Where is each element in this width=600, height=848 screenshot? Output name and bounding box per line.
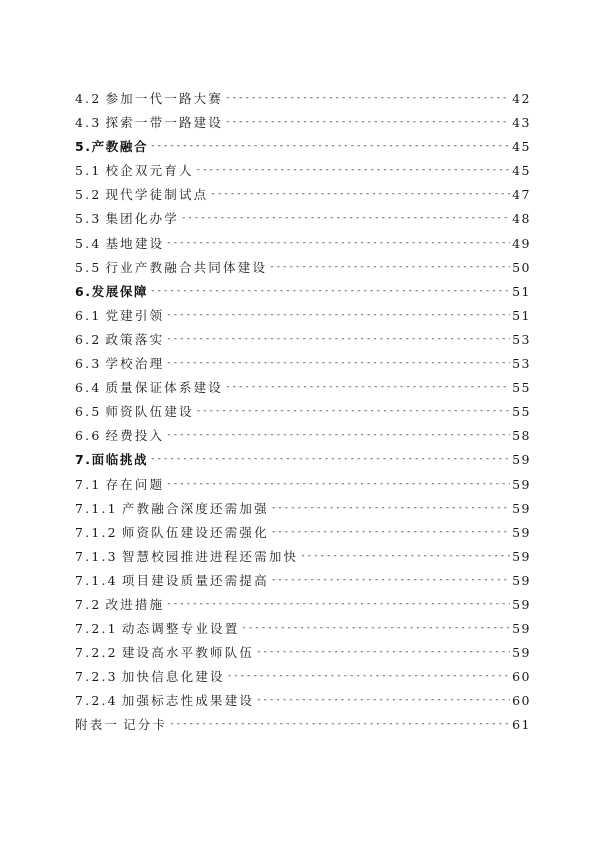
toc-entry-page-number: 59 [512,621,531,637]
toc-entry[interactable] [75,378,531,402]
toc-entry-page-number: 43 [512,115,531,131]
toc-entry-page-number: 47 [512,187,531,203]
toc-entry-title: 智慧校园推进进程还需加快 [121,548,299,564]
toc-entry-title: 集团化办学 [105,211,179,227]
toc-entry-number: 7.2.2 [75,645,118,661]
toc-entry-number: 7.2.4 [75,693,118,709]
toc-dot-leader [225,117,510,127]
toc-dot-leader [166,238,510,248]
toc-entry-page-number: 59 [512,548,531,564]
toc-entry-number: 7.1.1 [75,500,118,516]
toc-entry-title: 校企双元育人 [105,163,194,179]
toc-entry-number: 附表一 [75,717,120,733]
toc-entry[interactable] [75,523,531,547]
toc-dot-leader [150,286,510,296]
toc-entry-number: 7.1 [75,476,102,492]
toc-entry[interactable] [75,185,531,209]
toc-entry[interactable] [75,137,531,161]
toc-entry[interactable] [75,402,531,426]
toc-entry[interactable] [75,691,531,715]
toc-entry-number: 5.4 [75,235,102,251]
toc-entry-number: 6. [75,283,92,299]
toc-entry-number: 5.3 [75,211,102,227]
toc-entry-number: 5.1 [75,163,102,179]
toc-entry-title: 基地建设 [105,235,165,251]
toc-entry-title: 记分卡 [123,717,168,733]
toc-entry[interactable] [75,715,531,739]
toc-entry[interactable] [75,475,531,499]
toc-entry[interactable] [75,161,531,185]
toc-entry-page-number: 55 [512,380,531,396]
toc-entry-number: 5. [75,139,92,155]
toc-entry-number: 6.3 [75,356,102,372]
toc-entry[interactable] [75,499,531,523]
toc-entry[interactable] [75,89,531,113]
toc-entry-number: 6.2 [75,331,102,347]
toc-entry-number: 6.6 [75,428,102,444]
toc-entry[interactable] [75,330,531,354]
toc-dot-leader [225,93,510,103]
toc-entry-number: 4.3 [75,115,102,131]
toc-entry-number: 7.1.2 [75,524,118,540]
toc-entry-title: 党建引领 [105,307,165,323]
toc-entry-page-number: 53 [512,356,531,372]
toc-entry-page-number: 60 [512,693,531,709]
toc-entry-number: 4.2 [75,91,102,106]
toc-entry-title: 加强标志性成果建设 [121,693,255,709]
toc-entry-page-number: 61 [512,717,531,733]
toc-dot-leader [169,719,510,729]
toc-entry-page-number: 51 [512,283,531,299]
toc-entry-page-number: 42 [512,91,531,106]
toc-dot-leader [271,575,510,585]
toc-entry-number: 7.2 [75,596,102,612]
toc-entry-number: 7.1.4 [75,572,118,588]
toc-entry-page-number: 48 [512,211,531,227]
toc-dot-leader [271,527,510,537]
toc-entry-number: 6.5 [75,404,102,420]
toc-entry[interactable] [75,571,531,595]
toc-entry-number: 7. [75,452,92,468]
toc-entry-title: 动态调整专业设置 [121,621,240,637]
toc-dot-leader [166,334,510,344]
toc-dot-leader [210,189,510,199]
toc-entry-number: 5.2 [75,187,102,203]
toc-entry-title: 参加一代一路大赛 [105,91,224,106]
toc-entry-title: 建设高水平教师队伍 [121,645,255,661]
toc-entry[interactable] [75,258,531,282]
toc-entry-page-number: 45 [512,163,531,179]
toc-entry-page-number: 58 [512,428,531,444]
toc-entry-title: 加快信息化建设 [121,669,225,685]
toc-entry-page-number: 49 [512,235,531,251]
toc-entry[interactable] [75,667,531,691]
toc-entry[interactable] [75,547,531,571]
toc-dot-leader [256,695,510,705]
toc-entry-page-number: 59 [512,476,531,492]
toc-entry-title: 行业产教融合共同体建设 [105,259,268,275]
toc-entry-title: 改进措施 [105,596,165,612]
toc-entry-title: 产教融合 [91,139,149,155]
toc-entry[interactable] [75,209,531,233]
toc-entry-page-number: 50 [512,259,531,275]
toc-entry-page-number: 59 [512,596,531,612]
toc-entry-title: 师资队伍建设还需强化 [121,524,269,540]
toc-entry-page-number: 51 [512,307,531,323]
toc-dot-leader [196,406,510,416]
toc-entry[interactable] [75,426,531,450]
toc-entry-page-number: 45 [512,139,531,155]
toc-entry-title: 探索一带一路建设 [105,115,224,131]
toc-dot-leader [166,430,510,440]
toc-entry-number: 7.2.1 [75,621,118,637]
toc-entry-page-number: 53 [512,331,531,347]
toc-entry-title: 政策落实 [105,331,165,347]
toc-entry-title: 师资队伍建设 [105,404,194,420]
toc-entry-title: 存在问题 [105,476,165,492]
toc-dot-leader [181,213,510,223]
toc-dot-leader [166,599,510,609]
toc-dot-leader [166,310,510,320]
toc-entry-title: 经费投入 [105,428,165,444]
toc-entry-page-number: 59 [512,500,531,516]
toc-entry-page-number: 55 [512,404,531,420]
toc-entry-title: 项目建设质量还需提高 [121,572,269,588]
toc-entry-title: 发展保障 [91,283,149,299]
toc-entry-page-number: 59 [512,524,531,540]
table-of-contents [75,89,531,740]
toc-entry-number: 7.2.3 [75,669,118,685]
toc-entry-title: 现代学徒制试点 [105,187,209,203]
toc-entry[interactable] [75,306,531,330]
toc-entry-page-number: 60 [512,669,531,685]
toc-entry-page-number: 59 [512,452,531,468]
toc-dot-leader [150,141,510,151]
toc-entry-page-number: 59 [512,572,531,588]
toc-entry[interactable] [75,619,531,643]
toc-entry-number: 7.1.3 [75,548,118,564]
toc-dot-leader [166,358,510,368]
toc-entry-title: 学校治理 [105,356,165,372]
toc-dot-leader [256,647,510,657]
toc-entry-number: 6.1 [75,307,102,323]
toc-dot-leader [271,503,510,513]
toc-dot-leader [225,382,510,392]
toc-entry[interactable] [75,234,531,258]
toc-dot-leader [166,479,510,489]
toc-dot-leader [196,165,510,175]
toc-entry[interactable] [75,113,531,137]
toc-dot-leader [269,262,510,272]
toc-entry-number: 5.5 [75,259,102,275]
toc-entry-number: 6.4 [75,380,102,396]
toc-dot-leader [227,671,510,681]
toc-entry-page-number: 59 [512,645,531,661]
toc-entry[interactable] [75,354,531,378]
toc-entry[interactable] [75,450,531,474]
toc-entry[interactable] [75,282,531,306]
toc-entry-title: 面临挑战 [91,452,149,468]
toc-dot-leader [300,551,510,561]
toc-entry[interactable] [75,643,531,667]
toc-entry-title: 质量保证体系建设 [105,380,224,396]
toc-entry-title: 产教融合深度还需加强 [121,500,269,516]
toc-dot-leader [150,454,510,464]
toc-entry[interactable] [75,595,531,619]
toc-dot-leader [241,623,510,633]
